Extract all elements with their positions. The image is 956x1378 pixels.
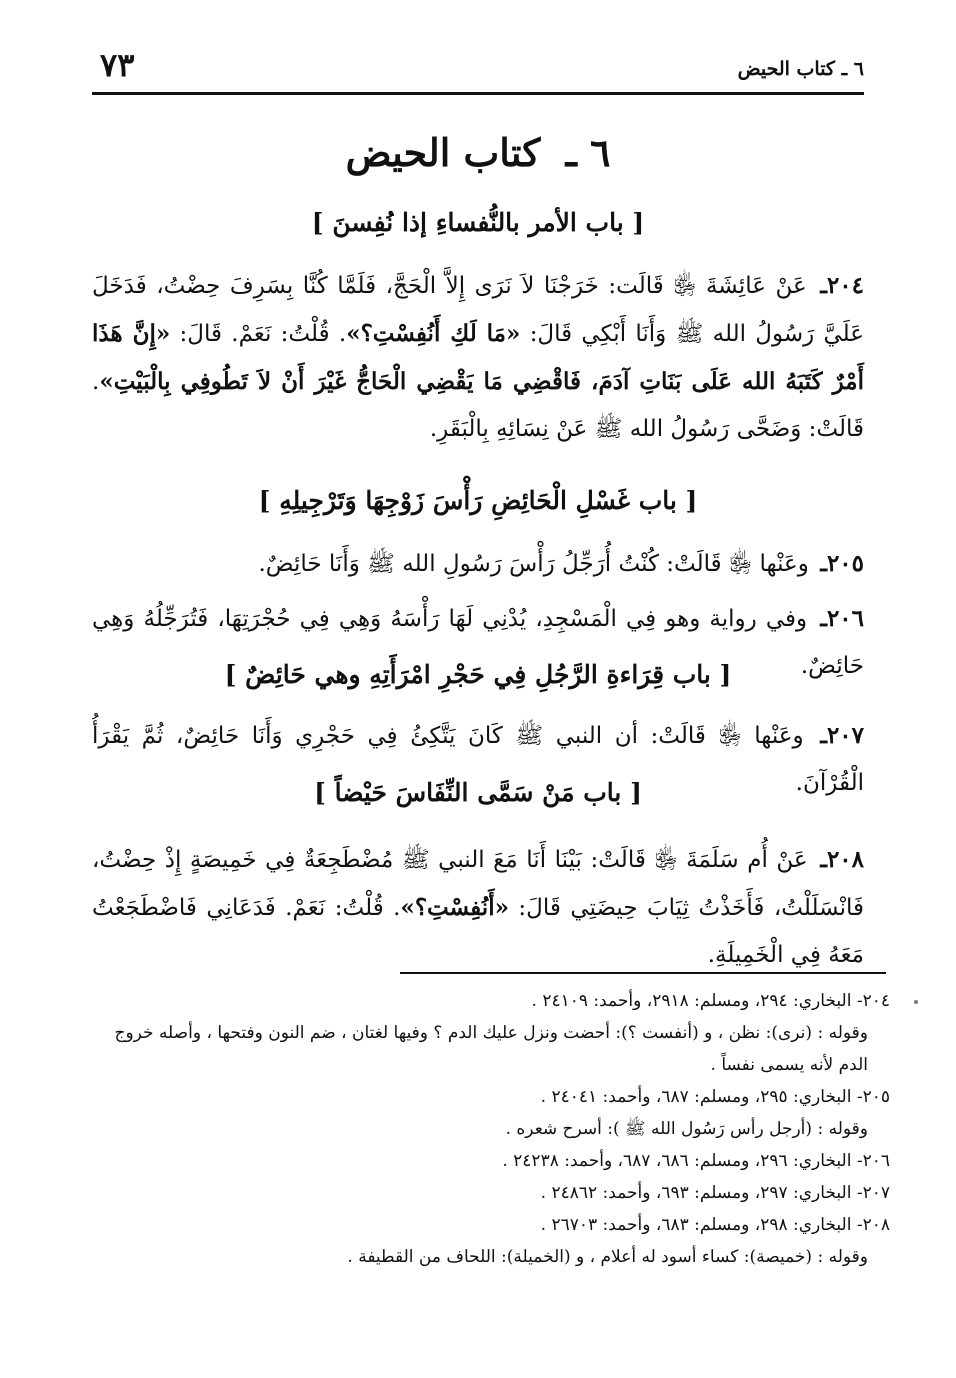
footnote-208: ٢٠٨- البخاري: ٢٩٨، ومسلم: ٦٨٣، وأحمد: ٢٦٧٠٣ .: [540, 1215, 890, 1235]
section-heading: [ باب غَسْلِ الْحَائِضِ رَأْسَ زَوْجِهَا وَتَرْجِيلِهِ ]: [258, 486, 698, 515]
chapter-title: [92, 130, 864, 175]
section-heading: [ باب قِرَاءةِ الرَّجُلِ فِي حَجْرِ امْرَأَتِهِ وهي حَائِضٌ ]: [224, 660, 732, 689]
chapter-name: كتاب الحيض: [345, 130, 541, 175]
hadith-text: . قَالَتْ: وَضَحَّى رَسُولُ الله ﷺ عَنْ نِسَائِهِ بِالْبَقَرِ.: [92, 369, 864, 442]
hadith-text: وفي رواية وهو فِي الْمَسْجِدِ، يُدْنِي لَهَا رَأْسَهُ وَهِي فِي حُجْرَتِهَا، فَتُرَجِّلُهُ وَهِي حَائِضٌ.: [92, 606, 864, 679]
hadith-number: ٢٠٧ـ: [820, 722, 864, 749]
chapter-number: ٦ ـ: [565, 130, 611, 175]
footnote-separator: [400, 972, 886, 974]
footnote-206: ٢٠٦- البخاري: ٢٩٦، ومسلم: ٦٨٦، ٦٨٧، وأحمد: ٢٤٢٣٨ .: [502, 1151, 890, 1171]
hadith-number: ٢٠٨ـ: [820, 846, 864, 873]
hadith-204: [92, 262, 864, 453]
hadith-text: وعَنْها ﵂ قَالَتْ: كُنْتُ أُرَجِّلُ رَأْسَ رَسُولِ الله ﷺ وَأَنَا حَائِضٌ.: [258, 551, 809, 577]
hadith-quote: «إِنَّ هَذَا أَمْرٌ كَتَبَهُ الله عَلَى بَنَاتِ آدَمَ، فَاقْضِي مَا يَقْضِي الْحَاجُّ غَيْرَ أَنْ لاَ تَطُوفِي بِالْبَيْتِ»: [92, 320, 864, 395]
hadith-number: ٢٠٤ـ: [820, 272, 864, 299]
running-header: [92, 44, 864, 95]
section-heading: [ باب مَنْ سَمَّى النِّفَاسَ حَيْضاً ]: [314, 778, 642, 807]
page-number: ٧٣: [100, 46, 135, 84]
footnote-205: ٢٠٥- البخاري: ٢٩٥، ومسلم: ٦٨٧، وأحمد: ٢٤٠٤١ .: [540, 1087, 890, 1107]
hadith-text: . قُلْتُ: نَعَمْ. قَالَ:: [179, 321, 347, 347]
footnote-207: ٢٠٧- البخاري: ٢٩٧، ومسلم: ٦٩٣، وأحمد: ٢٤٨٦٢ .: [540, 1183, 890, 1203]
section-heading: [ باب الأمر بالنُّفساءِ إذا نُفِسنَ ]: [311, 208, 645, 237]
hadith-text: وعَنْها ﵂ قَالَتْ: أن النبي ﷺ كَانَ يَتَّكِئُ فِي حَجْرِي وَأَنَا حَائِضٌ، ثُمَّ يَقْرَأُ الْقُرْآنَ.: [92, 723, 864, 796]
hadith-quote: «أَنُفِسْتِ؟»: [400, 894, 509, 921]
hadith-text: عَنْ أُم سَلَمَةَ ﵂ قَالَتْ: بَيْنَا أَنَا مَعَ النبي ﷺ مُضْطَجِعَةٌ فِي خَمِيصَةٍ إِذْ حِضْتُ، فَانْسَلَلْتُ، فَأَخَذْتُ ثِيَابَ حِيضَتِي قَالَ:: [92, 847, 864, 921]
running-title: ٦ ـ كتاب الحيض: [737, 58, 864, 80]
hadith-208: [92, 836, 864, 979]
hadith-number: ٢٠٥ـ: [820, 550, 864, 577]
hadith-quote: «مَا لَكِ أَنُفِسْتِ؟»: [346, 320, 521, 347]
margin-dot: [914, 1000, 918, 1004]
footnote-208-note: وقوله : (خميصة): كساء أسود له أعلام ، و (الخميلة): اللحاف من القطيفة .: [347, 1247, 868, 1267]
footnote-204: ٢٠٤- البخاري: ٢٩٤، ومسلم: ٢٩١٨، وأحمد: ٢٤١٠٩ .: [531, 991, 890, 1011]
hadith-text: . قُلْتُ: نَعَمْ. فَدَعَانِي فَاضْطَجَعْتُ مَعَهُ فِي الْخَمِيلَةِ.: [92, 895, 864, 968]
footnote-204-note: وقوله : (نرى): نظن ، و (أنفست ؟): أحضت ونزل عليك الدم ؟ وفيها لغتان ، ضم النون وفتحها ، وأصله خروج الدم لأنه يسمى نفساً .: [114, 1023, 868, 1075]
hadith-text: عَنْ عَائِشَةَ ﵂ قَالَت: خَرَجْنَا لاَ نَرَى إِلاَّ الْحَجَّ، فَلَمَّا كُنَّا بِسَرِفَ حِضْتُ، فَدَخَلَ عَلَيَّ رَسُولُ الله ﷺ وَأَنَا أَبْكِي قَالَ:: [92, 273, 865, 347]
hadith-205: [92, 540, 864, 588]
hadith-number: ٢٠٦ـ: [820, 605, 864, 632]
footnote-205-note: وقوله : (أرجل رأس رَسُول الله ﷺ ): أسرح شعره .: [505, 1119, 868, 1139]
footnotes: [80, 985, 890, 1273]
